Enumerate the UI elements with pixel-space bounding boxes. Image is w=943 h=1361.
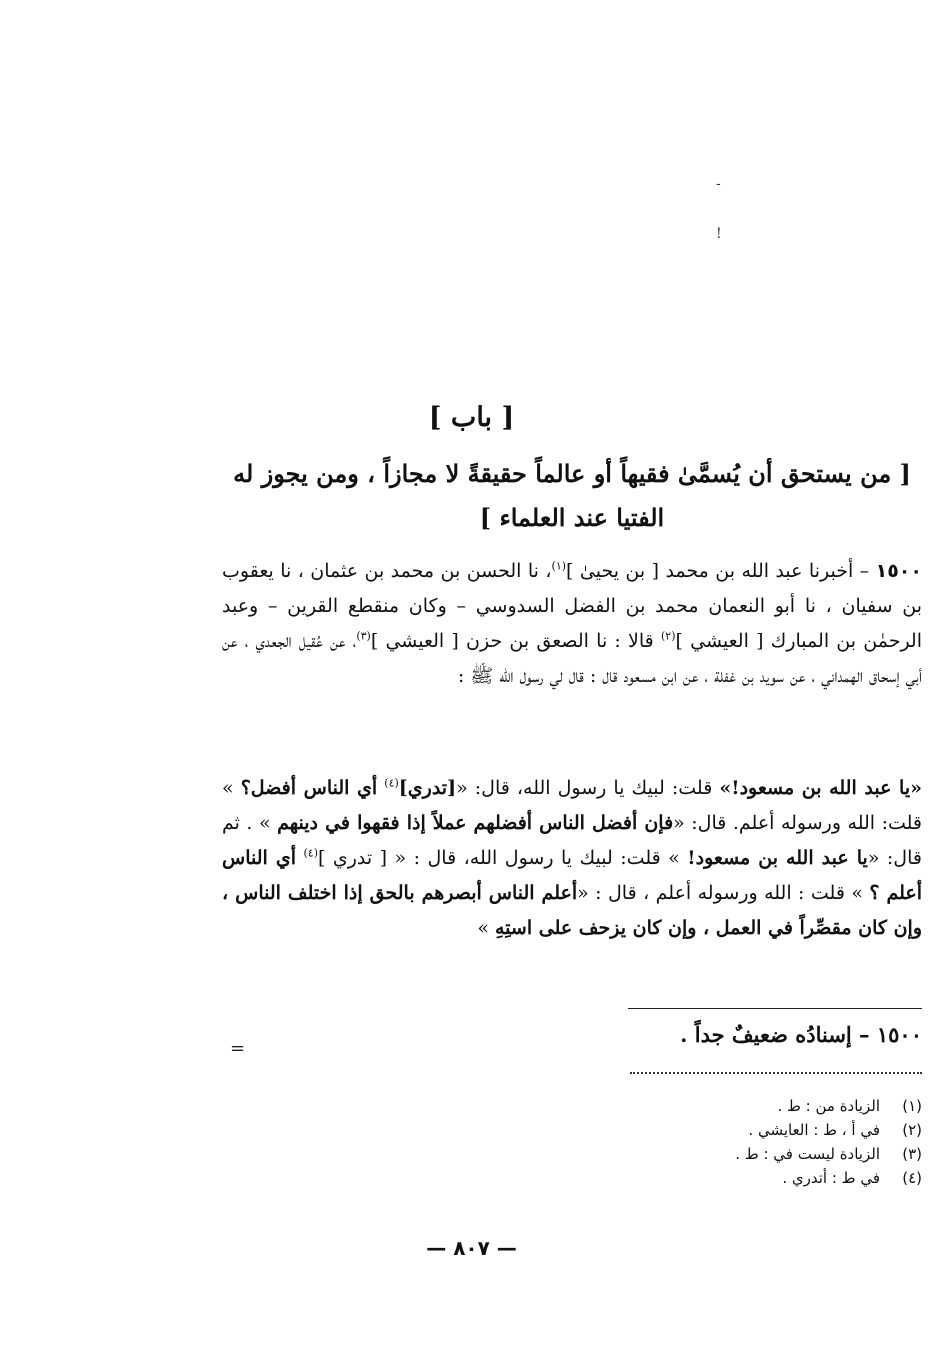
footnote-number: (٣) xyxy=(902,1145,922,1163)
scan-speck: ! xyxy=(716,226,722,242)
isnad-text: ، نا الحسن بن محمد بن عثمان ، نا يعقوب بن سفيان ، نا أبو النعمان محمد بن الفضل السدوسي – وكان منقطع القرين – وعبد الرحمٰن بن المبارك [ العيشي ] xyxy=(222,560,923,652)
footnote-item xyxy=(500,1142,922,1166)
matn-text: قلت: لبيك يا رسول الله، قال: « xyxy=(456,777,713,799)
matn-quote: أعلم الناس أبصرهم بالحق إذا اختلف الناس ، وإن كان مقصِّراً في العمل ، وإن كان يزحف على استِهِ xyxy=(222,882,922,939)
matn-text: » . ثم قال: « xyxy=(222,812,922,869)
scan-speck: - xyxy=(716,176,721,192)
isnad-text: قالا : نا الصعق بن حزن [ العيشي ] xyxy=(370,630,654,652)
matn-quote: يا عبد الله بن مسعود! xyxy=(687,847,868,869)
hadith-number: ١٥٠٠ xyxy=(875,560,922,582)
matn-text: » قلت: الله ورسوله أعلم. قال: « xyxy=(222,777,923,834)
matn-quote: [تدري] xyxy=(398,777,457,799)
footnote-ref: (١) xyxy=(551,559,567,573)
footnote-text: في أ ، ط : العايشي . xyxy=(748,1121,880,1139)
footnotes-list xyxy=(500,1094,922,1190)
footnote-dotted-separator xyxy=(630,1072,922,1074)
footnote-rule xyxy=(628,1008,922,1009)
footnote-number: (١) xyxy=(902,1097,922,1115)
isnad-text: – أخبرنا عبد الله بن محمد [ بن يحيىٰ ] xyxy=(566,560,870,582)
footnote-item xyxy=(500,1118,922,1142)
footnote-ref: (٣) xyxy=(356,629,371,643)
isnad-text: ، عن عُقيل الجعدي ، عن أبي إسحاق الهمداني ، عن سويد بن غفلة ، عن ابن مسعود قال : قال لي رسول الله ﷺ : xyxy=(222,630,922,687)
matn-quote: أي الناس أعلم ؟ xyxy=(222,847,923,904)
matn-text: » xyxy=(477,917,489,939)
page-number: — ٨٠٧ — xyxy=(426,1236,517,1260)
matn-quote: فإن أفضل الناس أفضلهم عملاً إذا فقهوا في دينهم xyxy=(277,812,674,834)
matn-quote: «يا عبد الله بن مسعود!» xyxy=(719,777,922,799)
footnote-ref: (٤) xyxy=(303,846,318,860)
matn-text: » قلت: لبيك يا رسول الله، قال : « [ تدري ] xyxy=(317,847,680,869)
hadith-isnad xyxy=(222,554,922,694)
chapter-label: [ باب ] xyxy=(428,402,515,433)
footnote-item xyxy=(500,1094,922,1118)
isnad-grade: ١٥٠٠ – إسنادُه ضعيفٌ جداً . xyxy=(680,1022,922,1047)
footnote-text: الزيادة من : ط . xyxy=(777,1097,880,1115)
matn-quote: أي الناس أفضل؟ xyxy=(240,777,378,799)
footnote-number: (٢) xyxy=(902,1121,922,1139)
footnote-text: الزيادة ليست في : ط . xyxy=(735,1145,880,1163)
footnote-number: (٤) xyxy=(902,1169,922,1187)
chapter-title: [ من يستحق أن يُسمَّىٰ فقيهاً أو عالماً حقيقةً لا مجازاً ، ومن يجوز له الفتيا عند العلماء ] xyxy=(233,459,911,532)
footnote-text: في ط : أتدري . xyxy=(782,1169,880,1187)
hadith-matn xyxy=(222,771,922,946)
matn-text: » قلت : الله ورسوله أعلم ، قال : « xyxy=(577,882,863,904)
footnote-ref: (٢) xyxy=(660,629,676,643)
footnote-item xyxy=(500,1166,922,1190)
footnote-ref: (٤) xyxy=(384,776,399,790)
scan-mark: = xyxy=(230,1038,246,1059)
